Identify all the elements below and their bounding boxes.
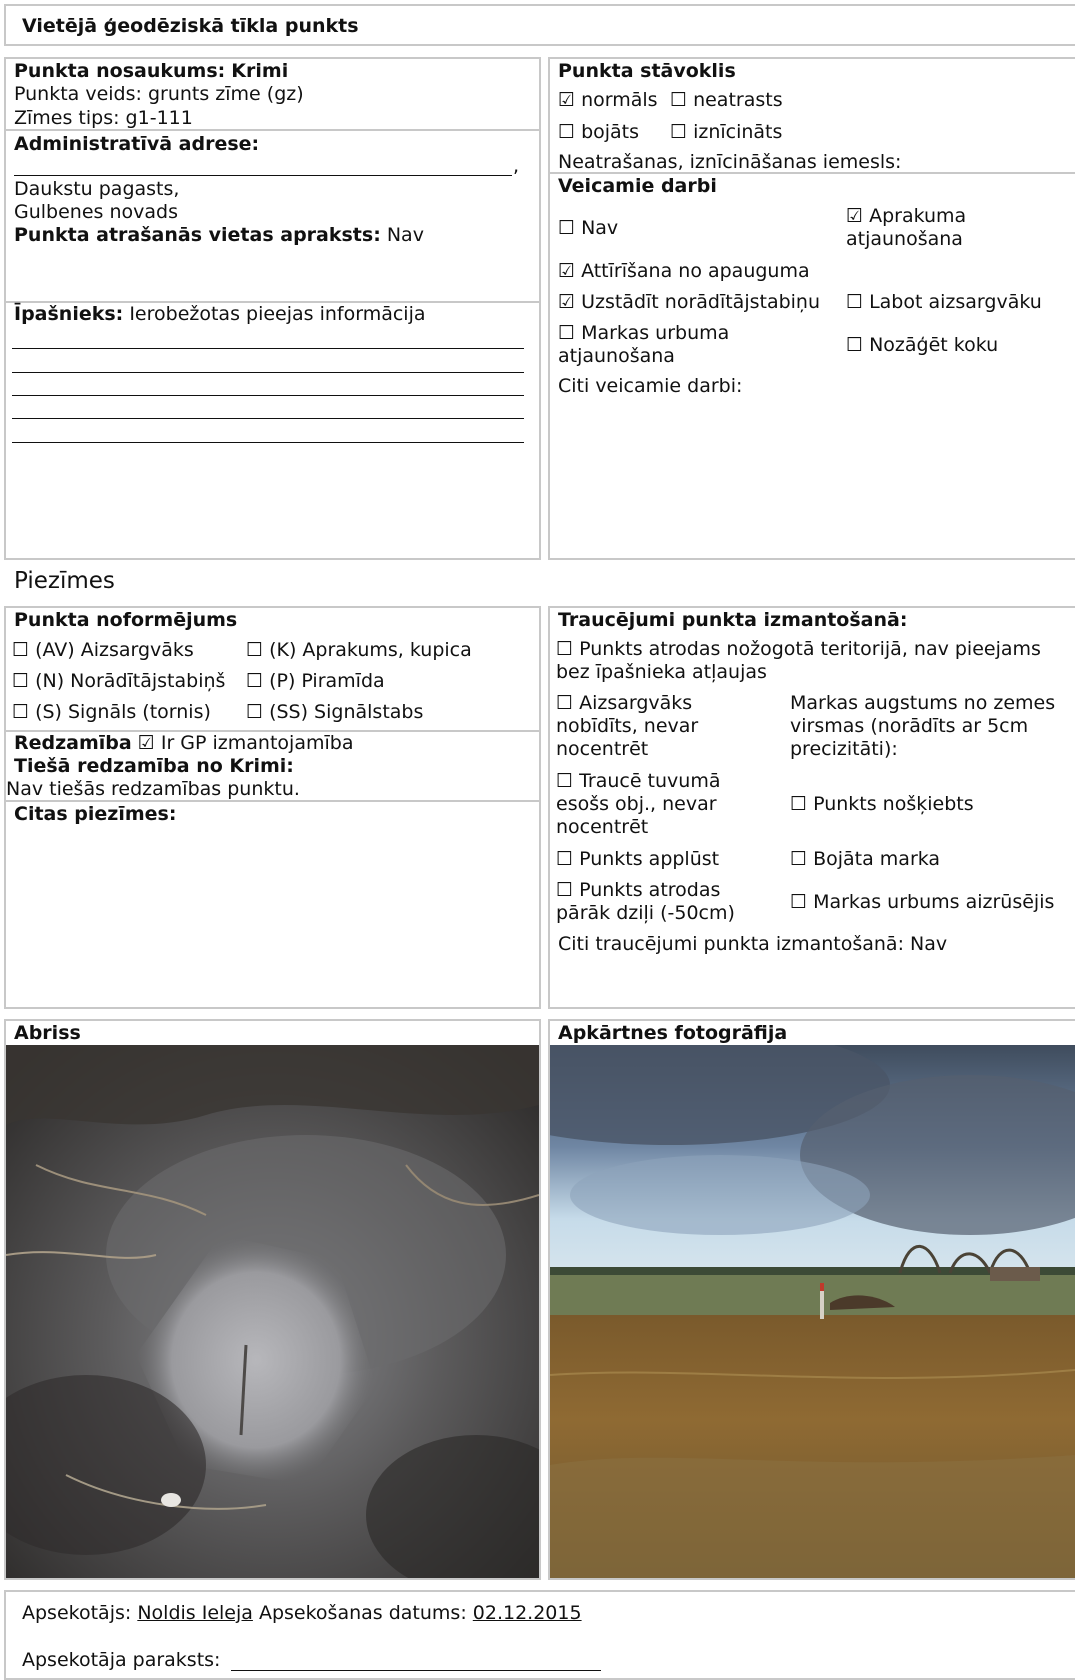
works-clearing-checkbox[interactable]: ☑ Attīrīšana no apauguma — [558, 260, 810, 282]
works-cut-tree-checkbox[interactable]: ☐ Nozāģēt koku — [846, 334, 999, 356]
obstacle-deep-checkbox[interactable]: ☐ Punkts atrodas — [556, 879, 721, 901]
address-underline — [14, 175, 512, 176]
obstacle-guard-checkbox[interactable]: ☐ Aizsargvāks — [556, 692, 693, 714]
visibility-value: ☑ Ir GP izmantojamība — [137, 732, 354, 754]
status-notfound-checkbox[interactable]: ☐ neatrasts — [670, 89, 783, 111]
page-title: Vietējā ģeodēziskā tīkla punkts — [22, 15, 359, 37]
point-name — [14, 60, 288, 83]
address-line-2: Gulbenes novads — [14, 201, 178, 223]
obstacles-other: Citi traucējumi punkta izmantošanā: Nav — [558, 933, 948, 955]
point-name-value: Krimi — [231, 60, 289, 82]
divider — [4, 129, 541, 131]
visibility-label: Redzamība — [14, 732, 132, 754]
obstacle-flooded-checkbox[interactable]: ☐ Punkts applūst — [556, 848, 720, 870]
design-n-checkbox[interactable]: ☐ (N) Norādītājstabiņš — [12, 670, 226, 692]
obstacle-near-label-2: esošs obj., nevar — [556, 793, 717, 815]
design-title: Punkta noformējums — [14, 609, 238, 631]
obstacle-tilted-checkbox[interactable]: ☐ Punkts nošķiebts — [790, 793, 974, 815]
works-nav-checkbox[interactable]: ☐ Nav — [558, 217, 619, 239]
location-description — [14, 224, 424, 247]
owner-underline — [12, 418, 524, 419]
visibility — [14, 732, 353, 755]
obstacles-title: Traucējumi punkta izmantošanā: — [558, 609, 908, 631]
point-name-label: Punkta nosaukums: — [14, 60, 226, 82]
location-label: Punkta atrašanās vietas apraksts: — [14, 224, 381, 246]
status-damaged-checkbox[interactable]: ☐ bojāts — [558, 121, 640, 143]
address-label: Administratīvā adrese: — [14, 133, 260, 155]
design-av-checkbox[interactable]: ☐ (AV) Aizsargvāks — [12, 639, 194, 661]
owner-label: Īpašnieks: — [14, 303, 124, 325]
signature-label: Apsekotāja paraksts: — [22, 1649, 221, 1671]
obstacle-near-label-3: nocentrēt — [556, 816, 649, 838]
obstacle-near-checkbox[interactable]: ☐ Traucē tuvumā — [556, 770, 721, 792]
design-s-checkbox[interactable]: ☐ (S) Signāls (tornis) — [12, 701, 211, 723]
design-ss-checkbox[interactable]: ☐ (SS) Signālstabs — [246, 701, 424, 723]
divider — [4, 800, 541, 802]
status-destroyed-checkbox[interactable]: ☐ iznīcināts — [670, 121, 783, 143]
works-signpost-checkbox[interactable]: ☑ Uzstādīt norādītājstabiņu — [558, 291, 821, 313]
divider — [548, 172, 1075, 174]
works-title: Veicamie darbi — [558, 175, 717, 197]
works-burial-label-2: atjaunošana — [846, 228, 963, 250]
obstacle-guard-label-2: nobīdīts, nevar — [556, 715, 699, 737]
works-fix-guard-checkbox[interactable]: ☐ Labot aizsargvāku — [846, 291, 1042, 313]
owner-underline — [12, 372, 524, 373]
works-drill-checkbox[interactable]: ☐ Markas urbuma — [558, 322, 730, 344]
direct-visibility-label: Tiešā redzamība no Krimi: — [14, 755, 294, 777]
abriss-photo — [6, 1045, 539, 1578]
other-notes-label: Citas piezīmes: — [14, 803, 177, 825]
works-drill-label-2: atjaunošana — [558, 345, 675, 367]
direct-visibility-value: Nav tiešās redzamības punktu. — [6, 778, 300, 800]
status-title: Punkta stāvoklis — [558, 60, 736, 82]
inspection-date-value: 02.12.2015 — [472, 1602, 582, 1624]
abriss-title: Abriss — [14, 1022, 81, 1044]
obstacle-guard-label-3: nocentrēt — [556, 738, 649, 760]
status-normal-checkbox[interactable]: ☑ normāls — [558, 89, 658, 111]
owner — [14, 303, 426, 326]
obstacle-damaged-mark-checkbox[interactable]: ☐ Bojāta marka — [790, 848, 941, 870]
notes-heading: Piezīmes — [14, 568, 115, 594]
sign-type: Zīmes tips: g1-111 — [14, 107, 193, 129]
works-burial-checkbox[interactable]: ☑ Aprakuma — [846, 205, 967, 227]
surroundings-title: Apkārtnes fotogrāfija — [558, 1022, 788, 1044]
inspector-label: Apsekotājs: — [22, 1602, 132, 1624]
design-p-checkbox[interactable]: ☐ (P) Piramīda — [246, 670, 385, 692]
surroundings-photo — [550, 1045, 1075, 1578]
signature-line[interactable] — [231, 1670, 601, 1671]
works-other-label: Citi veicamie darbi: — [558, 375, 743, 397]
obstacle-private-checkbox[interactable]: ☐ Punkts atrodas nožogotā teritorijā, nav pieejams — [556, 638, 1041, 660]
mark-height-label-1: Markas augstums no zemes — [790, 692, 1056, 714]
design-k-checkbox[interactable]: ☐ (K) Aprakums, kupica — [246, 639, 472, 661]
inspector-line — [22, 1602, 582, 1625]
mark-height-label-2: virsmas (norādīts ar 5cm — [790, 715, 1029, 737]
inspector-name: Noldis Ieleja — [137, 1602, 253, 1624]
point-type: Punkta veids: grunts zīme (gz) — [14, 83, 304, 105]
obstacle-deep-label-2: pārāk dziļi (-50cm) — [556, 902, 735, 924]
obstacle-drill-clogged-checkbox[interactable]: ☐ Markas urbums aizrūsējis — [790, 891, 1055, 913]
address-line-1: Daukstu pagasts, — [14, 178, 180, 200]
reason-label: Neatrašanas, iznīcināšanas iemesls: — [558, 151, 902, 173]
owner-value: Ierobežotas pieejas informācija — [129, 303, 426, 325]
owner-underline — [12, 442, 524, 443]
mark-height-label-3: precizitāti): — [790, 738, 898, 760]
obstacle-private-label-2: bez īpašnieka atļaujas — [556, 661, 767, 683]
inspection-date-label: Apsekošanas datums: — [258, 1602, 467, 1624]
owner-underline — [12, 348, 524, 349]
owner-underline — [12, 395, 524, 396]
location-value: Nav — [386, 224, 424, 246]
address-comma: , — [513, 155, 520, 177]
